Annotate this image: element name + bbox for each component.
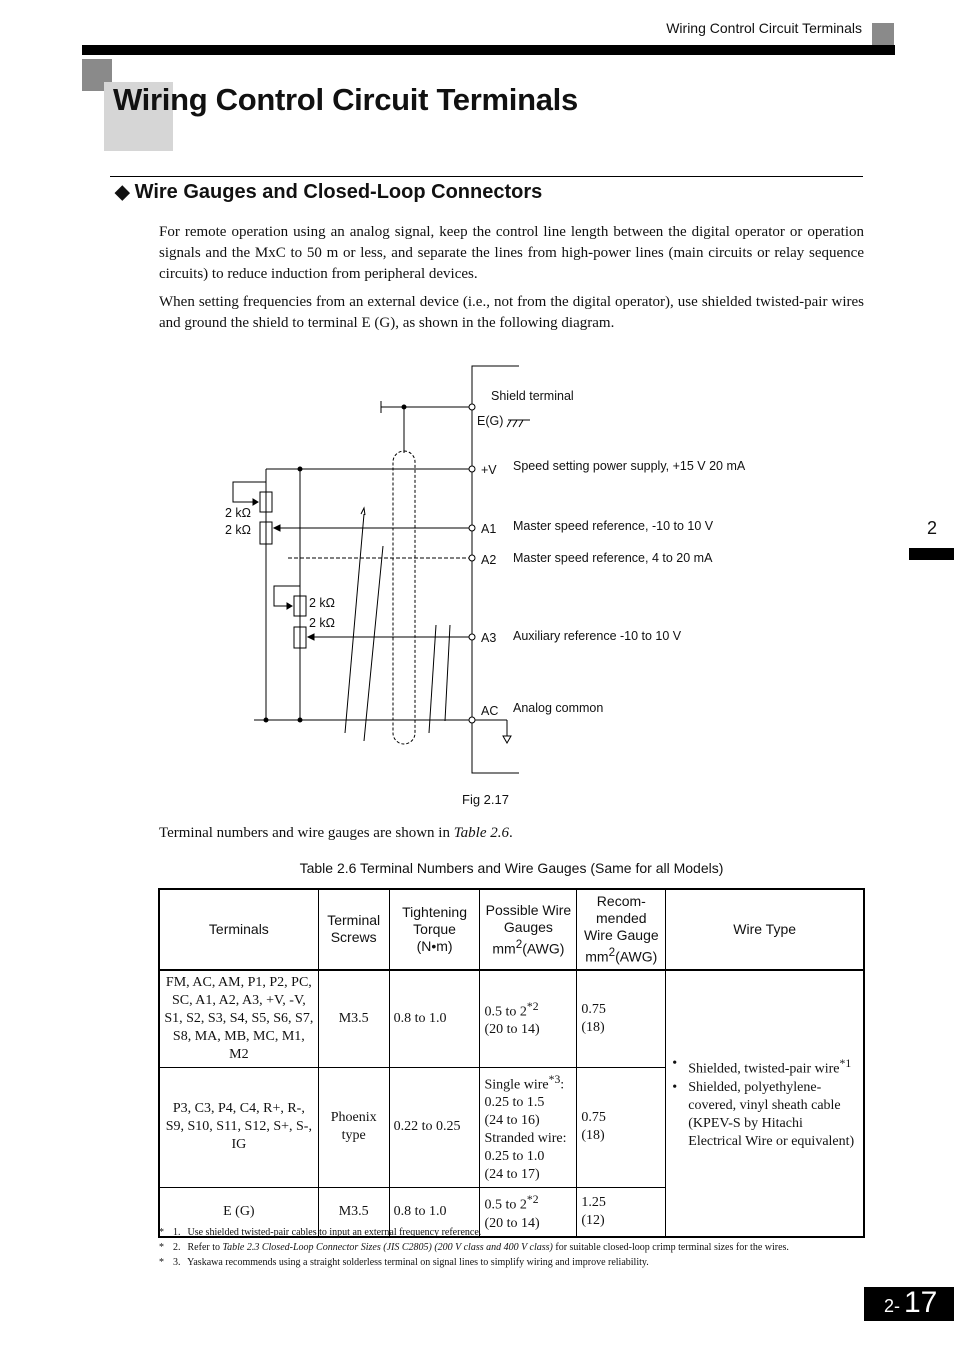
terminal-label-ac: AC (481, 704, 499, 718)
terminal-a1 (469, 525, 475, 531)
cell-recommended (577, 970, 666, 1068)
header-wire-type: Wire Type (666, 889, 864, 970)
shield-terminal-label: Shield terminal (491, 389, 574, 403)
wire-type-item-1: Shielded, twisted-pair wire (688, 1062, 840, 1078)
cell-recommended (577, 1067, 666, 1188)
header-possible-text: Possible Wire Gauges (485, 901, 572, 935)
single-range: 0.25 to 1.5 (484, 1095, 545, 1111)
terminal-a3 (469, 634, 475, 640)
running-header: Wiring Control Circuit Terminals (666, 20, 862, 36)
footnote-star: * (159, 1242, 164, 1253)
footnote-ref: *1 (839, 1057, 852, 1071)
unit-sup: 2 (515, 937, 523, 951)
cell-terminals: FM, AC, AM, P1, P2, PC, SC, A1, A2, A3, +V, -V, S1, S2, S3, S4, S5, S6, S7, S8, MA, MB, MC, M1, M2 (159, 970, 318, 1068)
cell-screw: Phoenix type (318, 1067, 389, 1188)
footnote-number: 1. (173, 1227, 181, 1238)
recommended-awg: (12) (581, 1213, 605, 1229)
footnote-ref: *2 (526, 1193, 539, 1207)
footnote-1 (159, 1227, 481, 1238)
terminal-label-eg: E(G) (477, 414, 504, 428)
page-number-prefix: 2- (884, 1296, 901, 1316)
header-torque (389, 889, 480, 970)
resistor-label-3: 2 kΩ (309, 596, 336, 610)
table-reference-text (159, 825, 513, 842)
diamond-icon: ◆ (115, 182, 130, 203)
header-torque-text: Tightening Torque (402, 903, 467, 937)
wiring-diagram (0, 355, 954, 785)
possible-awg: (20 to 14) (484, 1215, 540, 1231)
table-row (159, 970, 864, 1068)
single-wire-label: Single wire (484, 1077, 549, 1093)
table-caption: Table 2.6 Terminal Numbers and Wire Gauges (Same for all Models) (299, 860, 724, 876)
terminal-label-a2: A2 (481, 553, 497, 567)
cell-possible (480, 1067, 577, 1188)
section-rule (110, 176, 863, 177)
terminal-a2 (469, 555, 475, 561)
chapter-number: 2 (927, 518, 938, 538)
twisted-pair-a1-return (364, 546, 383, 741)
footnote-star: * (159, 1227, 164, 1238)
footnote-ref: *2 (526, 999, 539, 1013)
footnote-star: * (159, 1257, 164, 1268)
analog-common-ground-icon (503, 736, 511, 743)
desc-ac: Analog common (513, 701, 604, 715)
header-possible-gauges (480, 889, 577, 970)
desc-a1: Master speed reference, -10 to 10 V (513, 519, 714, 533)
shielded-cable (393, 451, 415, 744)
unit-sup: 2 (608, 946, 616, 959)
header-torque-unit: (N•m) (416, 937, 453, 954)
desc-plus-v: Speed setting power supply, +15 V 20 mA (513, 459, 746, 473)
figure-caption: Fig 2.17 (462, 792, 509, 807)
table-reference-link[interactable]: Table 2.6 (453, 825, 509, 841)
cell-torque: 0.8 to 1.0 (389, 1188, 480, 1237)
page-title: Wiring Control Circuit Terminals (113, 82, 578, 117)
section-heading (115, 181, 542, 204)
resistor-label-1: 2 kΩ (225, 506, 252, 520)
footnote-2 (159, 1242, 789, 1253)
footnote-ref: *3 (548, 1072, 561, 1086)
section-heading-text: Wire Gauges and Closed-Loop Connectors (134, 181, 543, 203)
cell-torque: 0.22 to 0.25 (389, 1067, 480, 1188)
possible-awg: (20 to 14) (484, 1022, 540, 1038)
single-awg: (24 to 16) (484, 1113, 540, 1129)
wire-gauge-table (158, 888, 865, 1238)
header-terminal-screws: Terminal Screws (318, 889, 389, 970)
terminal-label-plus-v: +V (481, 463, 497, 477)
cell-possible (480, 1188, 577, 1237)
twisted-pair-a3 (429, 625, 436, 733)
recommended-value: 0.75 (581, 1001, 606, 1017)
stranded-range: 0.25 to 1.0 (484, 1149, 545, 1165)
recommended-awg: (18) (581, 1019, 605, 1035)
recommended-value: 0.75 (581, 1110, 606, 1126)
wire-type-item (686, 1055, 859, 1079)
table-header-row (159, 889, 864, 970)
header-rule (82, 45, 895, 55)
cell-terminals: E (G) (159, 1188, 318, 1237)
terminal-ac (469, 717, 475, 723)
paragraph-remote-operation: For remote operation using an analog signal, keep the control line length between the digital operator or operation signals and the MxC to 50 m or less, and separate the lines from high-power lines (main circuits or relay sequence circuits) to reduce induction from peripheral devices. (159, 224, 864, 282)
footnote-text-pre: Refer to (187, 1242, 223, 1253)
cell-screw: M3.5 (318, 1188, 389, 1237)
wire-type-item: • Shielded, polyethylene-covered, vinyl sheath cable (KPEV-S by Hitachi Electrical Wire or equivalent) (686, 1079, 859, 1151)
colon: : (560, 1077, 565, 1093)
twisted-pair-a3-return (445, 625, 450, 721)
resistor-label-4: 2 kΩ (309, 616, 336, 630)
cell-wire-type (666, 970, 864, 1237)
stranded-awg: (24 to 17) (484, 1167, 540, 1183)
unit-awg: (AWG) (522, 940, 565, 957)
twisted-pair-a1 (345, 514, 364, 733)
paragraph-external-device: When setting frequencies from an external device (i.e., not from the digital operator), use shielded twisted-pair wires and ground the shield to terminal E (G), as shown in the following diagram. (159, 294, 864, 331)
cell-screw: M3.5 (318, 970, 389, 1068)
header-tab-marker (872, 23, 894, 45)
footnote-table-link[interactable]: Table 2.3 Closed-Loop Connector Sizes (JIS C2805) (200 V class and 400 V class) (222, 1242, 553, 1253)
recommended-value: 1.25 (581, 1195, 606, 1211)
header-recommended-gauge (577, 889, 666, 970)
unit-awg: (AWG) (615, 948, 658, 965)
terminal-plus-v (469, 466, 475, 472)
page-number: 17 (904, 1286, 938, 1319)
header-recommended-text: Recom-mended Wire Gauge (583, 893, 659, 943)
unit-mm: mm (492, 940, 516, 957)
stranded-label: Stranded wire: (484, 1131, 567, 1147)
cell-terminals: P3, C3, P4, C4, R+, R-, S9, S10, S11, S12, S+, S-, IG (159, 1067, 318, 1188)
terminal-label-a3: A3 (481, 631, 497, 645)
footnote-text: Use shielded twisted-pair cables to input an external frequency reference. (187, 1227, 482, 1238)
desc-a2: Master speed reference, 4 to 20 mA (513, 551, 713, 565)
footnote-text: Yaskawa recommends using a straight solderless terminal on signal lines to simplify wiring and improve reliability. (187, 1257, 649, 1268)
recommended-awg: (18) (581, 1128, 605, 1144)
page-number-box (864, 1287, 954, 1321)
terminal-label-a1: A1 (481, 522, 497, 536)
desc-a3: Auxiliary reference -10 to 10 V (513, 629, 682, 643)
footnote-number: 3. (173, 1257, 181, 1268)
possible-range: 0.5 to 2 (484, 1197, 527, 1213)
cell-possible (480, 970, 577, 1068)
footnote-number: 2. (173, 1242, 181, 1253)
ref-text-after: . (509, 825, 513, 841)
ref-text-before: Terminal numbers and wire gauges are shown in (159, 825, 454, 841)
cell-recommended (577, 1188, 666, 1237)
header-terminals: Terminals (159, 889, 318, 970)
unit-mm: mm (585, 948, 609, 965)
resistor-label-2: 2 kΩ (225, 523, 252, 537)
footnote-3 (159, 1257, 649, 1268)
terminal-eg (469, 404, 475, 410)
cell-torque: 0.8 to 1.0 (389, 970, 480, 1068)
footnote-text-post: for suitable closed-loop crimp terminal sizes for the wires. (552, 1242, 789, 1253)
possible-range: 0.5 to 2 (484, 1004, 527, 1020)
